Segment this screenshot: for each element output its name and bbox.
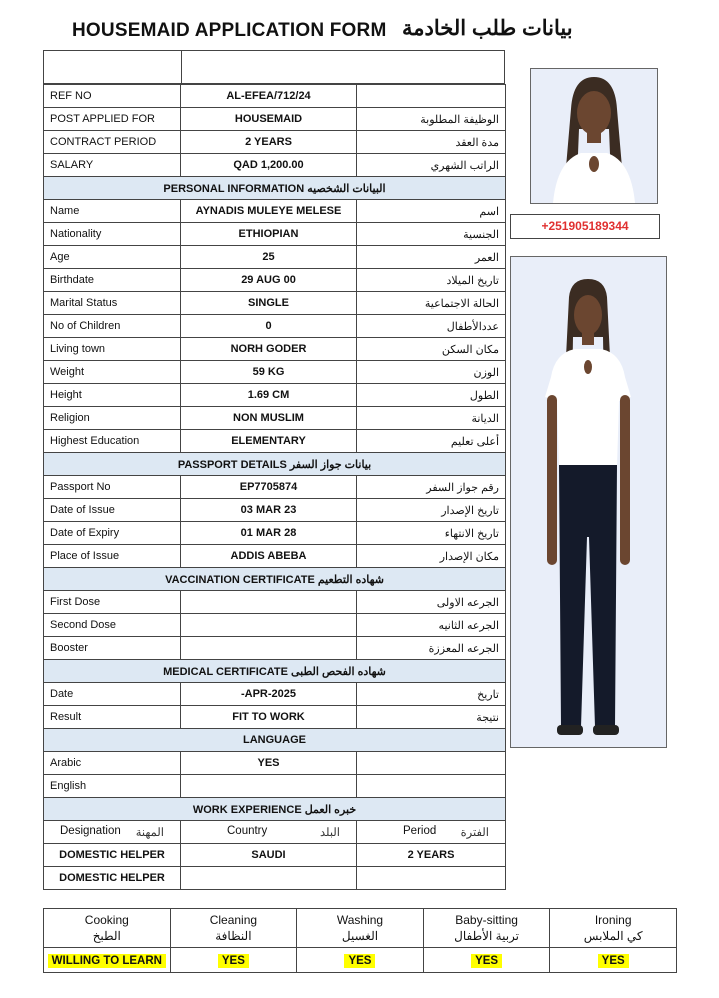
field-label: Height xyxy=(44,384,181,407)
field-label: Place of Issue xyxy=(44,545,181,568)
skill-label-arabic: الطبخ xyxy=(92,929,121,943)
phone-number: +251905189344 xyxy=(510,214,660,239)
full-body-photo xyxy=(510,256,667,748)
form-title-arabic: بيانات طلب الخادمة xyxy=(402,17,573,40)
section-heading: MEDICAL CERTIFICATE شهاده الفحص الطبى xyxy=(44,660,506,683)
skill-value-highlight: YES xyxy=(598,954,629,968)
skill-label: Washing xyxy=(336,913,384,927)
field-label-arabic: مدة العقد xyxy=(357,131,506,154)
form-row xyxy=(44,223,506,246)
skill-header xyxy=(550,909,677,948)
skill-value-highlight: YES xyxy=(344,954,375,968)
field-label-arabic: الطول xyxy=(357,384,506,407)
field-label-arabic: تاريخ الانتهاء xyxy=(357,522,506,545)
column-label: Country xyxy=(227,825,268,837)
skill-header xyxy=(297,909,424,948)
field-label-arabic: الراتب الشهري xyxy=(357,154,506,177)
field-value: 25 xyxy=(181,246,357,269)
section-heading: VACCINATION CERTIFICATE شهاده التطعيم xyxy=(44,568,506,591)
skill-value xyxy=(550,948,677,973)
form-row xyxy=(44,200,506,223)
field-label-arabic xyxy=(357,775,506,798)
section-heading: PASSPORT DETAILS بيانات جواز السفر xyxy=(44,453,506,476)
form-row xyxy=(44,752,506,775)
field-label: Booster xyxy=(44,637,181,660)
field-label-arabic: العمر xyxy=(357,246,506,269)
skill-label-arabic: تربية الأطفال xyxy=(454,929,520,943)
form-row xyxy=(44,614,506,637)
period-cell: 2 YEARS xyxy=(357,844,506,867)
skill-value-highlight: YES xyxy=(218,954,249,968)
form-row xyxy=(44,430,506,453)
skill-value xyxy=(44,948,171,973)
field-label-arabic: الجرعه المعززة xyxy=(357,637,506,660)
form-row xyxy=(44,269,506,292)
field-label: Weight xyxy=(44,361,181,384)
field-value: 1.69 CM xyxy=(181,384,357,407)
form-row xyxy=(44,476,506,499)
field-label: SALARY xyxy=(44,154,181,177)
column-label: Period xyxy=(403,825,437,837)
designation-cell: DOMESTIC HELPER xyxy=(44,844,181,867)
field-label-arabic: الديانة xyxy=(357,407,506,430)
field-label: CONTRACT PERIOD xyxy=(44,131,181,154)
section-heading: PERSONAL INFORMATION البيانات الشخصيه xyxy=(44,177,506,200)
field-value: NON MUSLIM xyxy=(181,407,357,430)
skill-label: Cleaning xyxy=(209,913,258,927)
field-value: EP7705874 xyxy=(181,476,357,499)
field-label: Nationality xyxy=(44,223,181,246)
field-value: YES xyxy=(181,752,357,775)
field-value: ELEMENTARY xyxy=(181,430,357,453)
field-label-arabic: الوظيفة المطلوبة xyxy=(357,108,506,131)
field-label-arabic: مكان السكن xyxy=(357,338,506,361)
skill-value xyxy=(423,948,550,973)
period-cell xyxy=(357,867,506,890)
field-label: English xyxy=(44,775,181,798)
column-label-arabic: المهنة xyxy=(135,827,164,839)
field-label: Second Dose xyxy=(44,614,181,637)
field-value: NORH GODER xyxy=(181,338,357,361)
field-label: Marital Status xyxy=(44,292,181,315)
field-label: POST APPLIED FOR xyxy=(44,108,181,131)
form-row xyxy=(44,292,506,315)
section-heading: WORK EXPERIENCE خبره العمل xyxy=(44,798,506,821)
experience-row xyxy=(44,844,506,867)
form-title: HOUSEMAID APPLICATION FORM xyxy=(72,20,387,41)
column-label-arabic: البلد xyxy=(319,827,340,839)
field-label: REF NO xyxy=(44,85,181,108)
skill-label: Baby-sitting xyxy=(455,913,518,927)
field-value: 2 YEARS xyxy=(181,131,357,154)
country-cell: SAUDI xyxy=(181,844,357,867)
field-value: 0 xyxy=(181,315,357,338)
field-label-arabic: تاريخ الإصدار xyxy=(357,499,506,522)
field-value xyxy=(181,591,357,614)
field-label: Highest Education xyxy=(44,430,181,453)
form-row xyxy=(44,154,506,177)
field-value: AL-EFEA/712/24 xyxy=(181,85,357,108)
skill-value xyxy=(170,948,297,973)
field-label-arabic: نتيجة xyxy=(357,706,506,729)
section-heading: LANGUAGE xyxy=(44,729,506,752)
form-row xyxy=(44,499,506,522)
skill-header xyxy=(44,909,171,948)
form-row xyxy=(44,407,506,430)
field-value: QAD 1,200.00 xyxy=(181,154,357,177)
form-row xyxy=(44,361,506,384)
field-value: 59 KG xyxy=(181,361,357,384)
experience-column-header xyxy=(357,821,506,844)
field-label: Arabic xyxy=(44,752,181,775)
skill-label-arabic: كي الملابس xyxy=(583,929,643,943)
portrait-photo xyxy=(530,68,658,204)
field-label: Age xyxy=(44,246,181,269)
field-label: Living town xyxy=(44,338,181,361)
field-value: 01 MAR 28 xyxy=(181,522,357,545)
field-value xyxy=(181,775,357,798)
skill-value-highlight: YES xyxy=(471,954,502,968)
field-label: Religion xyxy=(44,407,181,430)
experience-column-header xyxy=(181,821,357,844)
form-row xyxy=(44,246,506,269)
field-label: Date of Expiry xyxy=(44,522,181,545)
form-row xyxy=(44,683,506,706)
skill-header xyxy=(423,909,550,948)
field-label: No of Children xyxy=(44,315,181,338)
field-value: -APR-2025 xyxy=(181,683,357,706)
field-label: Passport No xyxy=(44,476,181,499)
form-row xyxy=(44,131,506,154)
skill-label: Ironing xyxy=(594,913,632,927)
column-label: Designation xyxy=(60,825,121,837)
field-label-arabic: الجرعه الثانيه xyxy=(357,614,506,637)
field-value: ADDIS ABEBA xyxy=(181,545,357,568)
field-label-arabic: عددالأطفال xyxy=(357,315,506,338)
field-value: HOUSEMAID xyxy=(181,108,357,131)
field-label-arabic: الجرعه الاولى xyxy=(357,591,506,614)
form-row xyxy=(44,706,506,729)
experience-row xyxy=(44,867,506,890)
field-value: 03 MAR 23 xyxy=(181,499,357,522)
skill-label-arabic: النظافة xyxy=(215,929,252,943)
field-value: AYNADIS MULEYE MELESE xyxy=(181,200,357,223)
form-row xyxy=(44,338,506,361)
field-label: Date of Issue xyxy=(44,499,181,522)
form-row xyxy=(44,545,506,568)
blank-top-box xyxy=(43,50,505,84)
skill-header xyxy=(170,909,297,948)
field-label: Birthdate xyxy=(44,269,181,292)
field-label: Result xyxy=(44,706,181,729)
field-value: SINGLE xyxy=(181,292,357,315)
country-cell xyxy=(181,867,357,890)
field-label-arabic: رقم جواز السفر xyxy=(357,476,506,499)
designation-cell: DOMESTIC HELPER xyxy=(44,867,181,890)
field-label-arabic: الحالة الاجتماعية xyxy=(357,292,506,315)
form-row xyxy=(44,522,506,545)
form-row xyxy=(44,108,506,131)
field-label: Date xyxy=(44,683,181,706)
column-label-arabic: الفترة xyxy=(460,827,489,839)
form-row xyxy=(44,85,506,108)
form-row xyxy=(44,315,506,338)
field-label-arabic: مكان الإصدار xyxy=(357,545,506,568)
skill-value-highlight: WILLING TO LEARN xyxy=(48,954,166,968)
skills-table xyxy=(43,908,677,973)
field-value: ETHIOPIAN xyxy=(181,223,357,246)
field-label-arabic: أعلى تعليم xyxy=(357,430,506,453)
field-label: Name xyxy=(44,200,181,223)
field-label-arabic: تاريخ xyxy=(357,683,506,706)
field-label-arabic xyxy=(357,85,506,108)
field-label: First Dose xyxy=(44,591,181,614)
application-table xyxy=(43,84,506,890)
form-row xyxy=(44,775,506,798)
skill-label: Cooking xyxy=(84,913,129,927)
field-value xyxy=(181,614,357,637)
field-label-arabic xyxy=(357,752,506,775)
experience-column-header xyxy=(44,821,181,844)
field-label-arabic: اسم xyxy=(357,200,506,223)
skill-value xyxy=(297,948,424,973)
field-label-arabic: الجنسية xyxy=(357,223,506,246)
field-value: 29 AUG 00 xyxy=(181,269,357,292)
form-row xyxy=(44,637,506,660)
form-row xyxy=(44,591,506,614)
field-label-arabic: الوزن xyxy=(357,361,506,384)
field-value: FIT TO WORK xyxy=(181,706,357,729)
form-row xyxy=(44,384,506,407)
field-label-arabic: تاريخ الميلاد xyxy=(357,269,506,292)
field-value xyxy=(181,637,357,660)
skill-label-arabic: الغسيل xyxy=(341,929,379,943)
